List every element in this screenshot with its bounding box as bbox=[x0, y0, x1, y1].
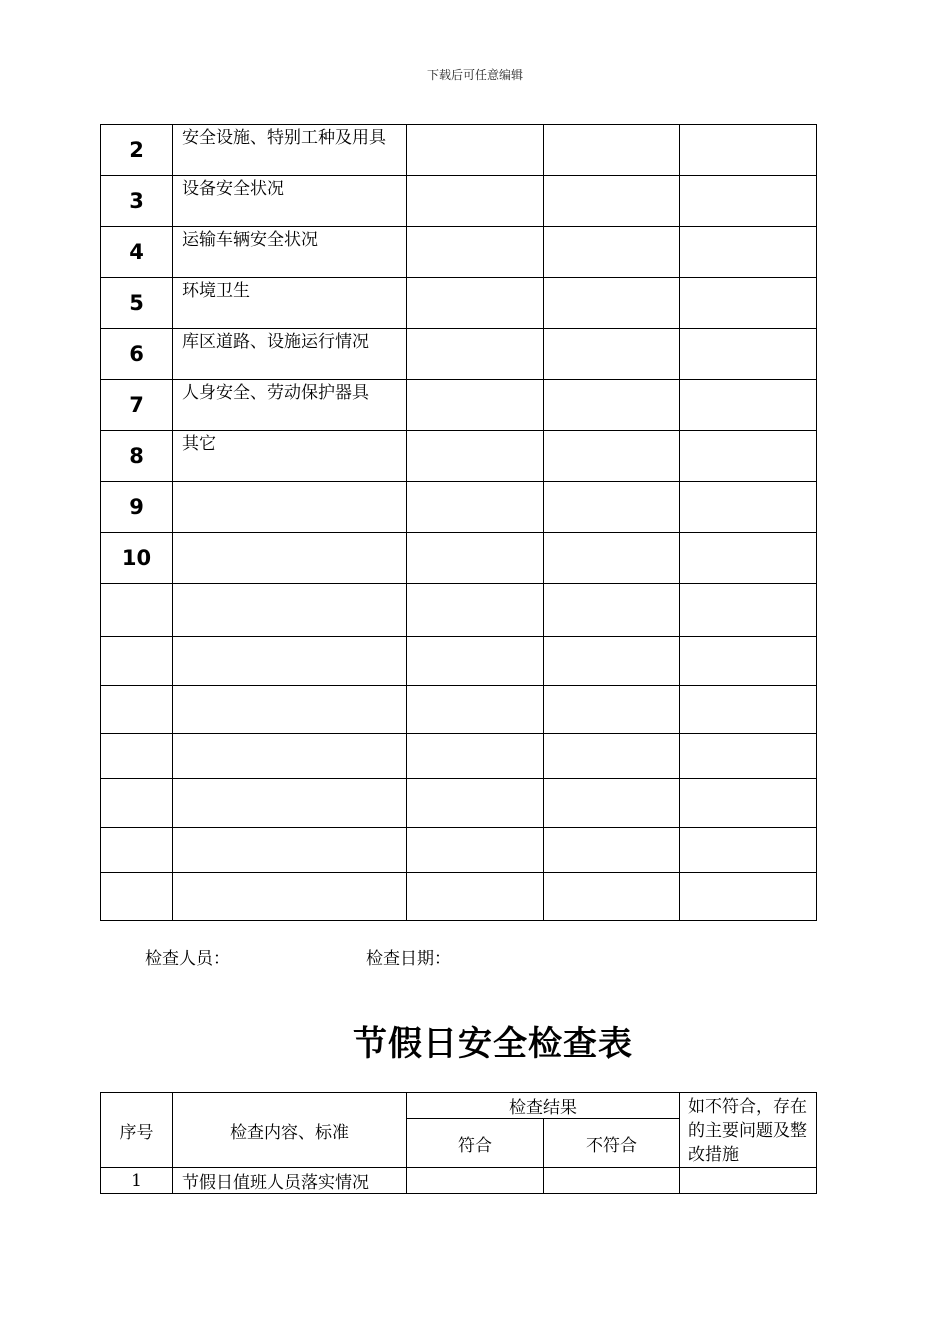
table-row bbox=[101, 227, 817, 278]
remarks-cell[interactable] bbox=[680, 482, 817, 533]
blank-cell[interactable] bbox=[407, 734, 544, 779]
column-header-pass: 符合 bbox=[407, 1119, 544, 1168]
result-pass-cell[interactable] bbox=[407, 482, 544, 533]
row-content: 环境卫生 bbox=[173, 278, 407, 329]
remarks-cell[interactable] bbox=[680, 227, 817, 278]
result-pass-cell[interactable] bbox=[407, 533, 544, 584]
remarks-cell[interactable] bbox=[680, 125, 817, 176]
result-fail-cell[interactable] bbox=[544, 380, 680, 431]
blank-cell[interactable] bbox=[680, 584, 817, 637]
blank-cell[interactable] bbox=[680, 637, 817, 686]
column-header-content: 检查内容、标准 bbox=[173, 1093, 407, 1168]
blank-row bbox=[101, 584, 817, 637]
row-content: 库区道路、设施运行情况 bbox=[173, 329, 407, 380]
result-fail-cell[interactable] bbox=[544, 227, 680, 278]
blank-cell[interactable] bbox=[544, 779, 680, 828]
table-row bbox=[101, 1168, 817, 1194]
result-fail-cell[interactable] bbox=[544, 125, 680, 176]
header-row-1 bbox=[101, 1093, 817, 1119]
row-content[interactable] bbox=[173, 482, 407, 533]
row-number: 6 bbox=[101, 329, 173, 380]
page-title: 节假日安全检查表 bbox=[353, 1024, 633, 1064]
blank-cell[interactable] bbox=[101, 637, 173, 686]
row-number: 5 bbox=[101, 278, 173, 329]
result-fail-cell[interactable] bbox=[544, 176, 680, 227]
result-pass-cell[interactable] bbox=[407, 227, 544, 278]
result-fail-cell[interactable] bbox=[544, 329, 680, 380]
column-header-number: 序号 bbox=[101, 1093, 173, 1168]
result-pass-cell[interactable] bbox=[407, 125, 544, 176]
column-header-fail: 不符合 bbox=[544, 1119, 680, 1168]
blank-rows bbox=[101, 584, 817, 921]
blank-cell[interactable] bbox=[544, 686, 680, 734]
blank-cell[interactable] bbox=[407, 686, 544, 734]
blank-cell[interactable] bbox=[101, 686, 173, 734]
result-fail-cell[interactable] bbox=[544, 278, 680, 329]
row-number: 2 bbox=[101, 125, 173, 176]
table-row bbox=[101, 176, 817, 227]
blank-cell[interactable] bbox=[407, 779, 544, 828]
blank-cell[interactable] bbox=[544, 873, 680, 921]
result-fail-cell[interactable] bbox=[544, 431, 680, 482]
table-row bbox=[101, 380, 817, 431]
blank-row bbox=[101, 734, 817, 779]
result-pass-cell[interactable] bbox=[407, 380, 544, 431]
blank-cell[interactable] bbox=[544, 637, 680, 686]
result-pass-cell[interactable] bbox=[407, 431, 544, 482]
numbered-rows bbox=[101, 125, 817, 584]
inspection-table-continued bbox=[100, 124, 817, 921]
row-content: 运输车辆安全状况 bbox=[173, 227, 407, 278]
blank-cell[interactable] bbox=[101, 873, 173, 921]
inspector-label: 检查人员： bbox=[145, 949, 230, 969]
table-row bbox=[101, 329, 817, 380]
remarks-cell[interactable] bbox=[680, 380, 817, 431]
blank-cell[interactable] bbox=[101, 734, 173, 779]
row-content: 设备安全状况 bbox=[173, 176, 407, 227]
blank-cell[interactable] bbox=[173, 779, 407, 828]
row-content[interactable] bbox=[173, 533, 407, 584]
blank-cell[interactable] bbox=[101, 584, 173, 637]
result-fail-cell[interactable] bbox=[544, 533, 680, 584]
blank-cell[interactable] bbox=[173, 734, 407, 779]
remarks-cell[interactable] bbox=[680, 176, 817, 227]
blank-cell[interactable] bbox=[173, 873, 407, 921]
blank-cell[interactable] bbox=[407, 873, 544, 921]
blank-row bbox=[101, 779, 817, 828]
row-content: 其它 bbox=[173, 431, 407, 482]
row-number: 10 bbox=[101, 533, 173, 584]
table-row bbox=[101, 278, 817, 329]
blank-row bbox=[101, 873, 817, 921]
blank-cell[interactable] bbox=[173, 828, 407, 873]
blank-cell[interactable] bbox=[407, 584, 544, 637]
remarks-cell[interactable] bbox=[680, 1168, 817, 1194]
table-row bbox=[101, 482, 817, 533]
result-pass-cell[interactable] bbox=[407, 1168, 544, 1194]
row-number: 4 bbox=[101, 227, 173, 278]
result-pass-cell[interactable] bbox=[407, 176, 544, 227]
blank-cell[interactable] bbox=[101, 779, 173, 828]
blank-cell[interactable] bbox=[680, 779, 817, 828]
row-number: 9 bbox=[101, 482, 173, 533]
remarks-cell[interactable] bbox=[680, 329, 817, 380]
remarks-cell[interactable] bbox=[680, 278, 817, 329]
row-number: 1 bbox=[101, 1168, 173, 1194]
remarks-cell[interactable] bbox=[680, 533, 817, 584]
blank-cell[interactable] bbox=[544, 734, 680, 779]
column-header-result: 检查结果 bbox=[407, 1093, 680, 1119]
blank-cell[interactable] bbox=[101, 828, 173, 873]
inspection-date-label: 检查日期： bbox=[366, 949, 451, 969]
blank-row bbox=[101, 686, 817, 734]
table-row bbox=[101, 125, 817, 176]
blank-cell[interactable] bbox=[544, 828, 680, 873]
blank-cell[interactable] bbox=[680, 828, 817, 873]
row-content: 人身安全、劳动保护器具 bbox=[173, 380, 407, 431]
blank-cell[interactable] bbox=[407, 828, 544, 873]
blank-row bbox=[101, 828, 817, 873]
blank-cell[interactable] bbox=[173, 584, 407, 637]
result-pass-cell[interactable] bbox=[407, 278, 544, 329]
row-content: 节假日值班人员落实情况 bbox=[173, 1168, 407, 1194]
blank-row bbox=[101, 637, 817, 686]
result-pass-cell[interactable] bbox=[407, 329, 544, 380]
blank-cell[interactable] bbox=[544, 584, 680, 637]
blank-cell[interactable] bbox=[173, 686, 407, 734]
blank-cell[interactable] bbox=[680, 873, 817, 921]
row-number: 7 bbox=[101, 380, 173, 431]
row-number: 3 bbox=[101, 176, 173, 227]
table-row bbox=[101, 533, 817, 584]
blank-cell[interactable] bbox=[173, 637, 407, 686]
holiday-safety-inspection-table bbox=[100, 1092, 817, 1194]
column-header-remarks: 如不符合，存在的主要问题及整改措施 bbox=[680, 1093, 817, 1168]
result-fail-cell[interactable] bbox=[544, 1168, 680, 1194]
blank-cell[interactable] bbox=[407, 637, 544, 686]
row-number: 8 bbox=[101, 431, 173, 482]
row-content: 安全设施、特别工种及用具 bbox=[173, 125, 407, 176]
result-fail-cell[interactable] bbox=[544, 482, 680, 533]
blank-cell[interactable] bbox=[680, 734, 817, 779]
blank-cell[interactable] bbox=[680, 686, 817, 734]
page-header-note: 下载后可任意编辑 bbox=[426, 68, 523, 82]
remarks-cell[interactable] bbox=[680, 431, 817, 482]
table-row bbox=[101, 431, 817, 482]
